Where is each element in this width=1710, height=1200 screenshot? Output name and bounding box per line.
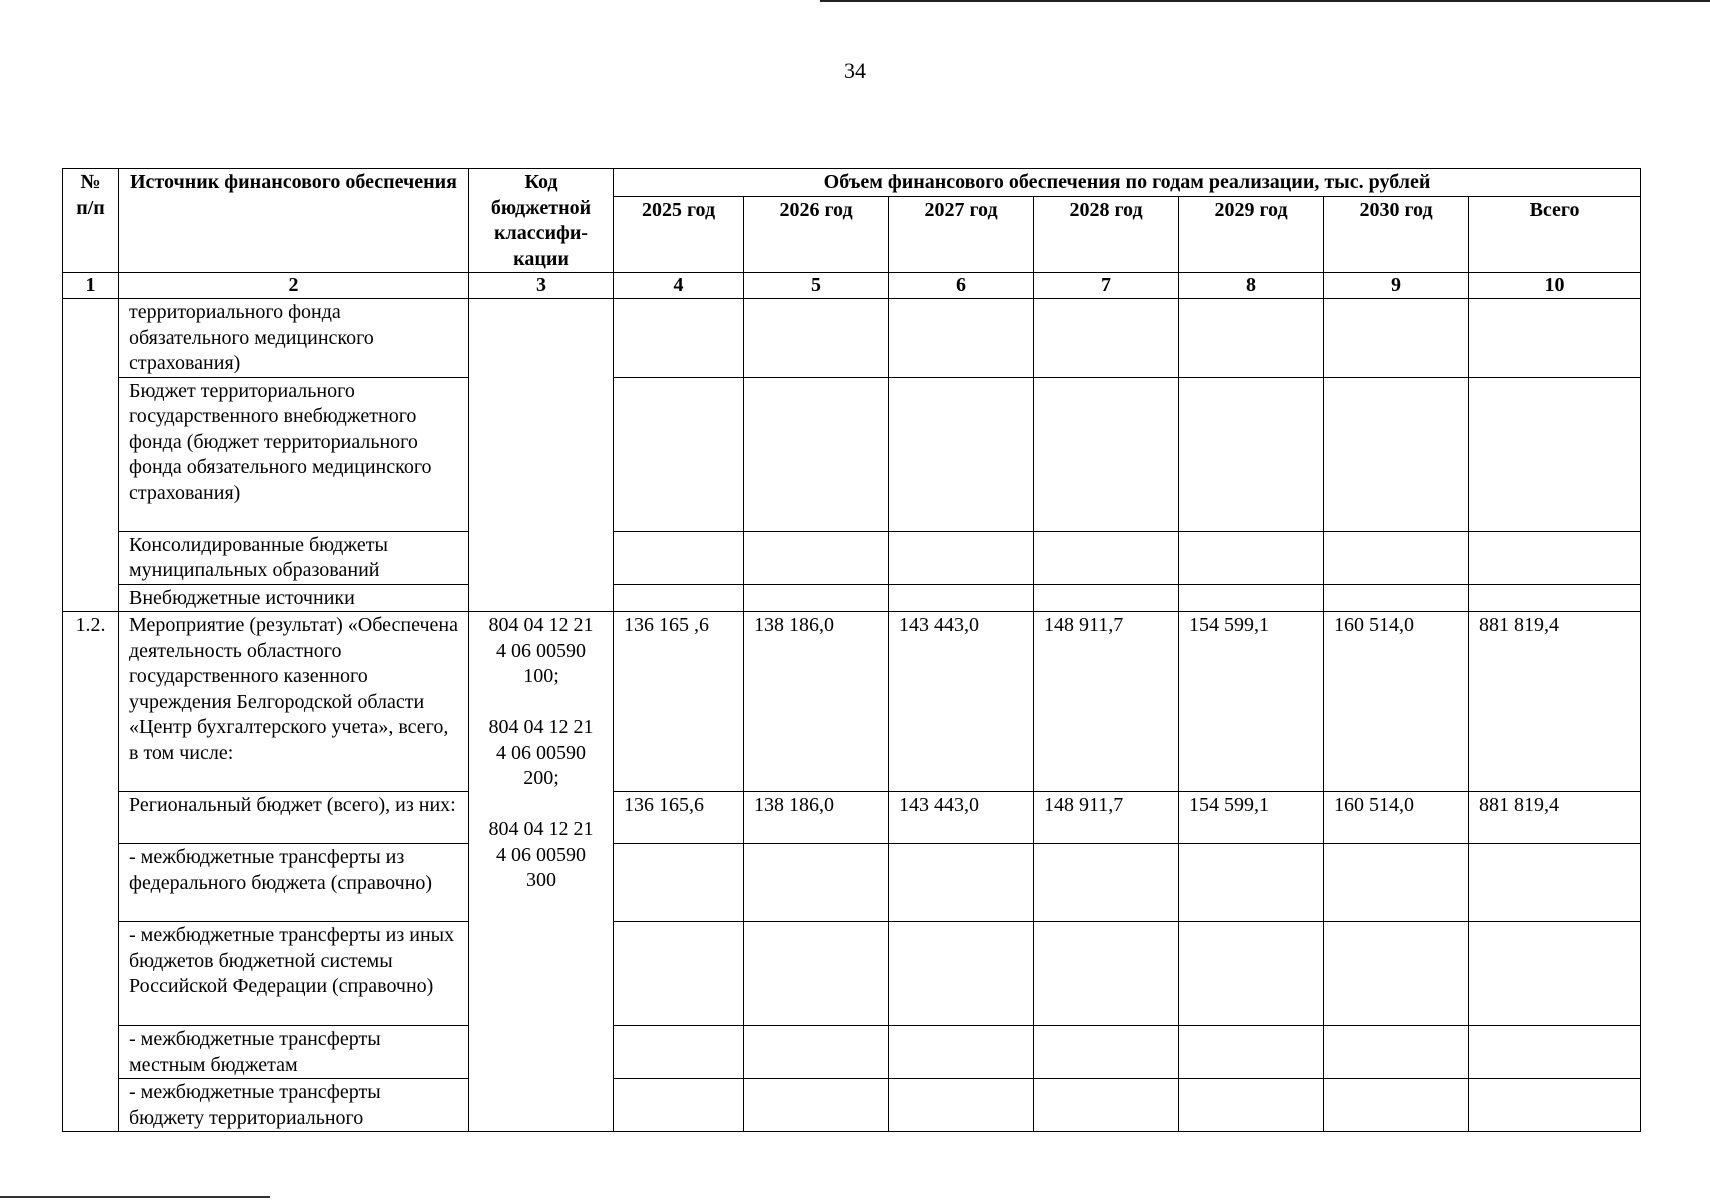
value-cell xyxy=(614,584,744,612)
kbk-cell xyxy=(469,299,614,612)
scan-edge-bottom xyxy=(0,1196,270,1198)
table-row xyxy=(63,377,1641,531)
row-number xyxy=(63,299,119,612)
value-cell xyxy=(1034,531,1179,584)
source-cell: Консолидированные бюджеты муниципальных образований xyxy=(119,531,469,584)
scan-edge-top xyxy=(820,0,1710,2)
value-cell xyxy=(1034,922,1179,1026)
value-cell xyxy=(1034,299,1179,378)
column-number: 4 xyxy=(614,273,744,299)
value-cell: 138 186,0 xyxy=(744,792,889,844)
value-cell xyxy=(889,531,1034,584)
source-cell: Внебюджетные источники xyxy=(119,584,469,612)
value-cell: 160 514,0 xyxy=(1324,792,1469,844)
value-cell xyxy=(1179,844,1324,922)
value-cell xyxy=(1179,1026,1324,1079)
kbk-gap xyxy=(479,690,603,716)
value-cell: 148 911,7 xyxy=(1034,612,1179,792)
value-cell xyxy=(889,584,1034,612)
column-number: 1 xyxy=(63,273,119,299)
source-cell: - межбюджетные трансферты из федерального бюджета (справочно) xyxy=(119,844,469,922)
table-row xyxy=(63,922,1641,1026)
value-cell xyxy=(614,844,744,922)
value-cell xyxy=(1324,922,1469,1026)
value-cell xyxy=(744,584,889,612)
source-cell: Региональный бюджет (всего), из них: xyxy=(119,792,469,844)
value-cell xyxy=(744,922,889,1026)
value-cell xyxy=(1469,922,1641,1026)
kbk-code-line: 200; xyxy=(523,767,559,789)
source-cell: Мероприятие (результат) «Обеспечена деятельность областного государственного казенного учреждения Белгородской области «Центр бухгалтерского учета», всего, в том числе: xyxy=(119,612,469,792)
kbk-cell xyxy=(469,612,614,1132)
value-cell xyxy=(1469,1026,1641,1079)
column-number-row xyxy=(63,273,1641,299)
row-number: 1.2. xyxy=(63,612,119,1132)
table-row xyxy=(63,844,1641,922)
financing-table xyxy=(62,168,1641,1132)
header-kbk xyxy=(469,169,614,273)
kbk-code-line: 804 04 12 21 xyxy=(488,614,594,636)
kbk-gap xyxy=(479,792,603,818)
value-cell xyxy=(1469,844,1641,922)
value-cell: 160 514,0 xyxy=(1324,612,1469,792)
value-cell xyxy=(744,1026,889,1079)
kbk-code-line: 100; xyxy=(523,665,559,687)
value-cell xyxy=(1324,1026,1469,1079)
value-cell xyxy=(889,1079,1034,1132)
value-cell xyxy=(614,531,744,584)
value-cell xyxy=(744,1079,889,1132)
kbk-code-line: 804 04 12 21 xyxy=(488,716,594,738)
value-cell xyxy=(1324,299,1469,378)
table-row xyxy=(63,1026,1641,1079)
value-cell xyxy=(614,1079,744,1132)
kbk-code-line: 4 06 00590 xyxy=(496,639,586,662)
header-year: 2027 год xyxy=(889,196,1034,272)
kbk-code-line: 300 xyxy=(526,869,556,891)
kbk-code-line: 4 06 00590 xyxy=(496,741,586,764)
source-cell: - межбюджетные трансферты местным бюджетам xyxy=(119,1026,469,1079)
value-cell xyxy=(1034,377,1179,531)
value-cell xyxy=(1469,377,1641,531)
value-cell xyxy=(1034,1079,1179,1132)
value-cell: 136 165 ,6 xyxy=(614,612,744,792)
value-cell: 881 819,4 xyxy=(1469,612,1641,792)
value-cell: 143 443,0 xyxy=(889,792,1034,844)
header-kbk-line1: Код xyxy=(524,171,558,193)
value-cell xyxy=(1469,1079,1641,1132)
value-cell xyxy=(1179,299,1324,378)
source-cell: Бюджет территориального государственного внебюджетного фонда (бюджет территориального фонда обязательного медицинского страхования) xyxy=(119,377,469,531)
header-year: 2026 год xyxy=(744,196,889,272)
kbk-code-line: 804 04 12 21 xyxy=(488,818,594,840)
value-cell xyxy=(1469,531,1641,584)
value-cell xyxy=(1034,1026,1179,1079)
column-number: 2 xyxy=(119,273,469,299)
value-cell xyxy=(744,844,889,922)
table-row xyxy=(63,531,1641,584)
table-row xyxy=(63,299,1641,378)
value-cell: 148 911,7 xyxy=(1034,792,1179,844)
value-cell xyxy=(1324,844,1469,922)
table-row xyxy=(63,1079,1641,1132)
table-row xyxy=(63,612,1641,792)
value-cell xyxy=(1034,844,1179,922)
column-number: 5 xyxy=(744,273,889,299)
header-year: 2030 год xyxy=(1324,196,1469,272)
value-cell xyxy=(889,377,1034,531)
value-cell xyxy=(1469,299,1641,378)
value-cell xyxy=(744,299,889,378)
header-volume: Объем финансового обеспечения по годам реализации, тыс. рублей xyxy=(614,169,1641,197)
header-year: 2025 год xyxy=(614,196,744,272)
column-number: 9 xyxy=(1324,273,1469,299)
value-cell xyxy=(1179,922,1324,1026)
header-year: 2028 год xyxy=(1034,196,1179,272)
header-source: Источник финансового обеспечения xyxy=(119,169,469,273)
table-row xyxy=(63,584,1641,612)
value-cell: 154 599,1 xyxy=(1179,792,1324,844)
value-cell xyxy=(1324,531,1469,584)
value-cell: 136 165,6 xyxy=(614,792,744,844)
value-cell xyxy=(1324,1079,1469,1132)
value-cell: 154 599,1 xyxy=(1179,612,1324,792)
header-kbk-line3: классифи- xyxy=(493,222,589,244)
value-cell xyxy=(1179,1079,1324,1132)
value-cell xyxy=(1179,531,1324,584)
source-cell: - межбюджетные трансферты бюджету территориального xyxy=(119,1079,469,1132)
value-cell: 143 443,0 xyxy=(889,612,1034,792)
header-no-line2: п/п xyxy=(76,196,105,219)
value-cell xyxy=(1469,584,1641,612)
value-cell xyxy=(1179,584,1324,612)
kbk-code-line: 4 06 00590 xyxy=(496,843,586,866)
value-cell xyxy=(744,531,889,584)
value-cell xyxy=(744,377,889,531)
header-year: 2029 год xyxy=(1179,196,1324,272)
value-cell xyxy=(1179,377,1324,531)
header-total: Всего xyxy=(1469,196,1641,272)
value-cell: 881 819,4 xyxy=(1469,792,1641,844)
header-no-line1: № xyxy=(80,171,101,193)
column-number: 7 xyxy=(1034,273,1179,299)
column-number: 3 xyxy=(469,273,614,299)
table-row xyxy=(63,792,1641,844)
value-cell xyxy=(1324,377,1469,531)
value-cell xyxy=(889,1026,1034,1079)
value-cell: 138 186,0 xyxy=(744,612,889,792)
value-cell xyxy=(614,299,744,378)
column-number: 8 xyxy=(1179,273,1324,299)
value-cell xyxy=(889,299,1034,378)
column-number: 6 xyxy=(889,273,1034,299)
value-cell xyxy=(614,1026,744,1079)
value-cell xyxy=(889,844,1034,922)
value-cell xyxy=(1034,584,1179,612)
column-number: 10 xyxy=(1469,273,1641,299)
header-no xyxy=(63,169,119,273)
source-cell: территориального фонда обязательного медицинского страхования) xyxy=(119,299,469,378)
value-cell xyxy=(614,922,744,1026)
value-cell xyxy=(889,922,1034,1026)
value-cell xyxy=(614,377,744,531)
value-cell xyxy=(1324,584,1469,612)
header-row-1 xyxy=(63,169,1641,197)
source-cell: - межбюджетные трансферты из иных бюджетов бюджетной системы Российской Федерации (справочно) xyxy=(119,922,469,1026)
header-kbk-line4: кации xyxy=(513,247,569,270)
page-number: 34 xyxy=(844,58,866,83)
header-kbk-line2: бюджетной xyxy=(490,196,592,219)
